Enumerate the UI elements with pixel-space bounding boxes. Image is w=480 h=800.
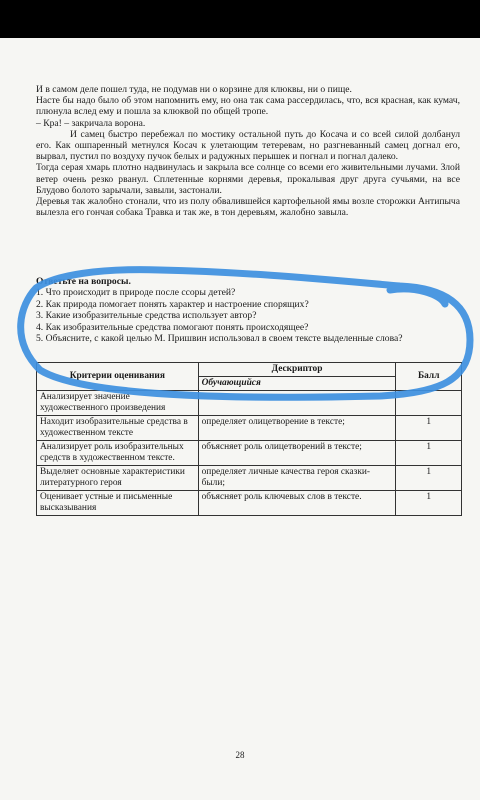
score-cell: 1 — [396, 466, 462, 491]
story-paragraph: Деревья так жалобно стонали, что из полу обвалившейся картофельной ямы возле сторожки Антипыча вылезла его гончая собака Травка и так же, в тон деревьям, жалобно завыла. — [36, 196, 460, 219]
criterion-cell: Анализирует значение художественного произведения — [37, 391, 199, 416]
criterion-cell: Оценивает устные и письменные высказывания — [37, 491, 199, 516]
criteria-table — [36, 362, 462, 516]
top-bar — [0, 0, 480, 38]
story-paragraph: Насте бы надо было об этом напомнить ему, но она так сама рассердилась, что, вся красная, как кумач, плюнула вслед ему и пошла за клюквой по общей тропе. — [36, 95, 460, 118]
question-item: 3. Какие изобразительные средства использует автор? — [36, 310, 257, 322]
header-criteria: Критерии оценивания — [37, 363, 199, 391]
descriptor-cell — [198, 391, 396, 416]
table-row — [37, 466, 462, 491]
story-text — [36, 84, 460, 218]
descriptor-cell: объясняет роль олицетворений в тексте; — [198, 441, 396, 466]
story-paragraph: И самец быстро перебежал по мостику остальной путь до Косача и со всей силой долбанул его. Как ошпаренный метнулся Косач к улетающим тетеревам, но разгневанный самец догнал его, вырвал, пустил по воздуху пучок белых и радужных перышек и погнал и погнал далеко. — [36, 128, 460, 163]
score-cell: 1 — [396, 441, 462, 466]
header-descriptor-sub: Обучающийся — [198, 377, 396, 391]
question-item: 5. Объясните, с какой целью М. Пришвин использовал в своем тексте выделенные слова? — [36, 333, 403, 345]
descriptor-cell: определяет олицетворение в тексте; — [198, 416, 396, 441]
table-row — [37, 391, 462, 416]
story-paragraph: Тогда серая хмарь плотно надвинулась и закрыла все солнце со всеми его живительными лучами. Злой ветер очень резко рванул. Сплетенные корнями деревья, прокалывая друг друга сучьями, на все Блудово болото зарычали, завыли, застонали. — [36, 162, 460, 196]
header-score: Балл — [396, 363, 462, 391]
criterion-cell: Выделяет основные характеристики литературного героя — [37, 466, 199, 491]
score-cell — [396, 391, 462, 416]
table-row — [37, 441, 462, 466]
question-item: 4. Как изобразительные средства помогают понять происходящее? — [36, 321, 309, 333]
score-cell: 1 — [396, 416, 462, 441]
criterion-cell: Находит изобразительные средства в художественном тексте — [37, 416, 199, 441]
table-row — [37, 491, 462, 516]
question-item: 2. Как природа помогает понять характер и настроение спорящих? — [36, 298, 309, 310]
questions-list — [36, 287, 466, 344]
page-number: 28 — [235, 750, 245, 760]
table-header-row — [37, 363, 462, 377]
question-item: 1. Что происходит в природе после ссоры детей? — [36, 287, 236, 299]
criterion-cell: Анализирует роль изобразительных средств в художественном тексте. — [37, 441, 199, 466]
descriptor-cell: объясняет роль ключевых слов в тексте. — [198, 491, 396, 516]
story-paragraph: – Кра! – закричала ворона. — [36, 117, 146, 129]
header-descriptor: Дескриптор — [198, 363, 396, 377]
descriptor-cell: определяет личные качества героя сказки-были; — [198, 466, 396, 491]
score-cell: 1 — [396, 491, 462, 516]
questions-block — [36, 276, 466, 344]
table-row — [37, 416, 462, 441]
questions-title: Ответьте на вопросы. — [36, 276, 131, 287]
story-paragraph: И в самом деле пошел туда, не подумав ни о корзине для клюквы, ни о пище. — [36, 84, 352, 95]
